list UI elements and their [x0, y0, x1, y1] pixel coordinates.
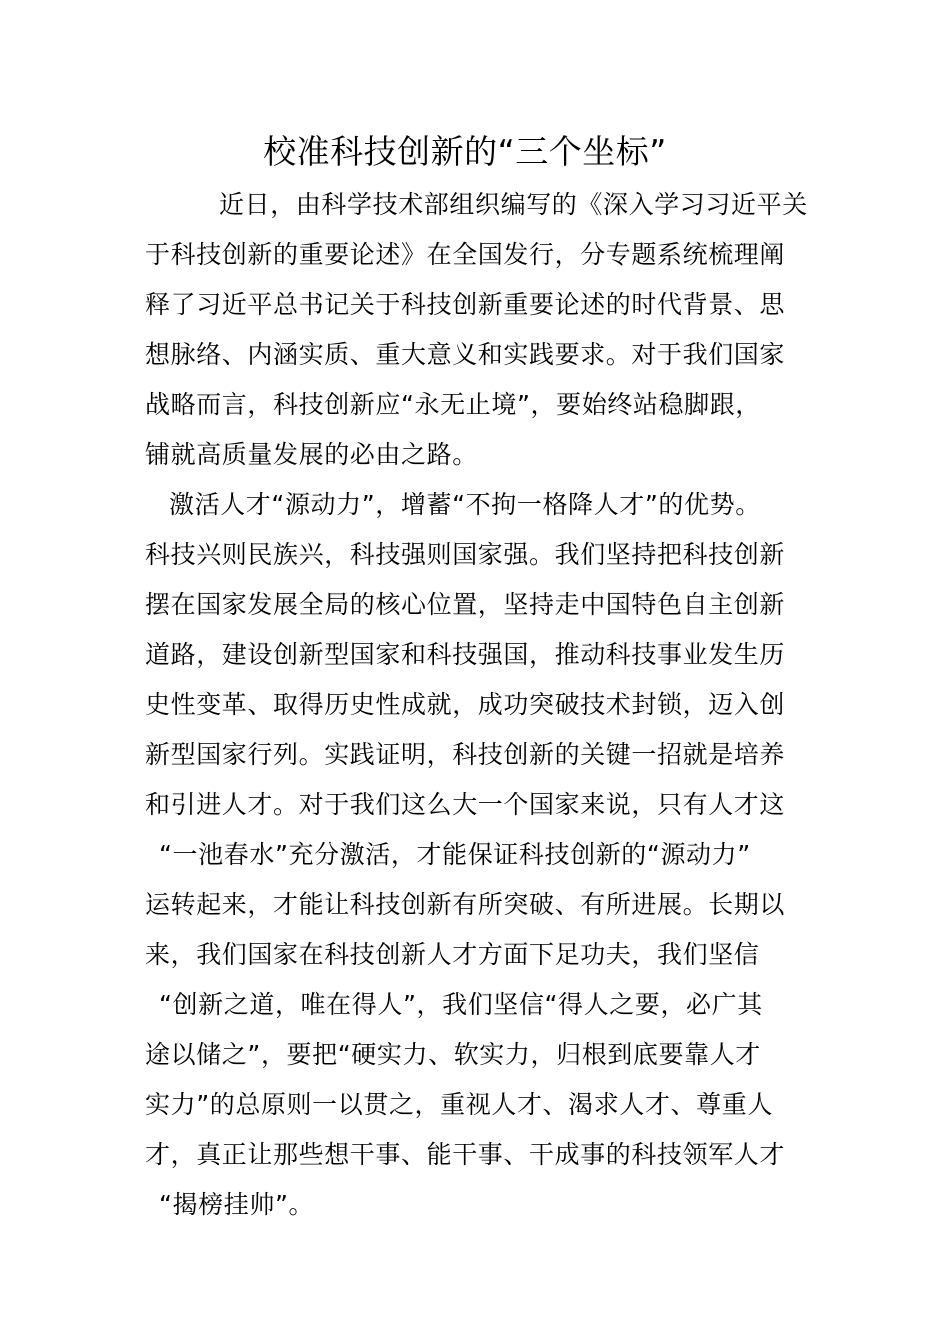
paragraph-2-line-4: 道路，建设创新型国家和科技强国，推动科技事业发生历: [145, 640, 786, 669]
paragraph-2-line-7: 和引进人才。对于我们这么大一个国家来说，只有人才这: [145, 790, 786, 819]
paragraph-2-line-11: “创新之道，唯在得人”，我们坚信“得人之要，必广其: [159, 990, 763, 1019]
paragraph-2-line-15: “揭榜挂帅”。: [159, 1190, 315, 1219]
paragraph-2-line-13: 实力”的总原则一以贯之，重视人才、渴求人才、尊重人: [145, 1090, 773, 1119]
paragraph-2-line-6: 新型国家行列。实践证明，科技创新的关键一招就是培养: [145, 740, 786, 769]
paragraph-2-line-1: 激活人才“源动力”，增蓄“不拘一格降人才”的优势。: [169, 490, 761, 519]
document-body: [145, 180, 810, 1230]
paragraph-1-line-4: 想脉络、内涵实质、重大意义和实践要求。对于我们国家: [145, 340, 786, 369]
paragraph-2-line-12: 途以储之”，要把“硬实力、软实力，归根到底要靠人才: [145, 1040, 761, 1069]
paragraph-1-line-5: 战略而言，科技创新应“永无止境”，要始终站稳脚跟，: [145, 390, 761, 419]
paragraph-2-line-10: 来，我们国家在科技创新人才方面下足功夫，我们坚信: [145, 940, 760, 969]
paragraph-1-line-6: 铺就高质量发展的必由之路。: [145, 440, 478, 469]
paragraph-1-line-1: 近日，由科学技术部组织编写的《深入学习习近平关: [219, 190, 808, 219]
paragraph-1-line-2: 于科技创新的重要论述》在全国发行，分专题系统梳理阐: [145, 240, 786, 269]
paragraph-2-line-2: 科技兴则民族兴，科技强则国家强。我们坚持把科技创新: [145, 540, 786, 569]
paragraph-2-line-8: “一池春水”充分激活，才能保证科技创新的“源动力”: [159, 840, 751, 869]
document-title: 校准科技创新的“三个坐标”: [263, 132, 667, 171]
paragraph-2-line-9: 运转起来，才能让科技创新有所突破、有所进展。长期以: [145, 890, 786, 919]
paragraph-2-line-14: 才，真正让那些想干事、能干事、干成事的科技领军人才: [145, 1140, 786, 1169]
paragraph-1-line-3: 释了习近平总书记关于科技创新重要论述的时代背景、思: [145, 290, 786, 319]
paragraph-2-line-5: 史性变革、取得历史性成就，成功突破技术封锁，迈入创: [145, 690, 786, 719]
paragraph-2-line-3: 摆在国家发展全局的核心位置，坚持走中国特色自主创新: [145, 590, 786, 619]
